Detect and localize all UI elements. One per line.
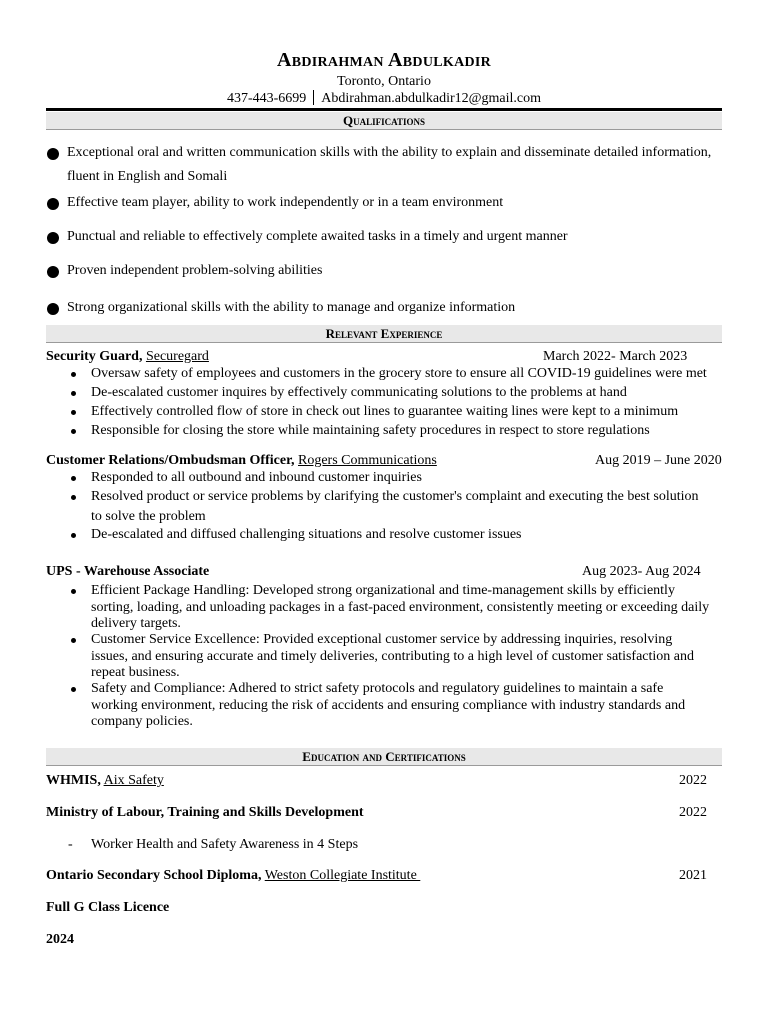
education-year: 2022 xyxy=(679,805,707,820)
experience-heading: Relevant Experience xyxy=(46,325,722,343)
job-bullet xyxy=(71,495,76,500)
phone-number: 437-443-6699 xyxy=(226,91,307,106)
qualification-item: Effective team player, ability to work independently or in a team environment xyxy=(67,195,504,210)
job-duty: Resolved product or service problems by clarifying the customer's complaint and executing the best solution to solve the problem xyxy=(91,489,699,524)
job-bullet xyxy=(71,429,76,434)
job-title: Customer Relations/Ombudsman Officer, xyxy=(46,453,295,468)
candidate-location: Toronto, Ontario xyxy=(337,74,431,89)
job-duty: Oversaw safety of employees and customers in the grocery store to ensure all COVID-19 guidelines were met xyxy=(91,366,707,381)
job-bullet xyxy=(71,638,76,643)
education-title: Ministry of Labour, Training and Skills Development xyxy=(46,805,364,820)
header-rule xyxy=(46,108,722,111)
trailing-year-text: 2024 xyxy=(46,932,74,947)
job-company: Rogers Communications xyxy=(298,453,437,468)
qualifications-heading: Qualifications xyxy=(46,112,722,130)
job-dates: Aug 2019 – June 2020 xyxy=(595,453,722,468)
education-title: Ontario Secondary School Diploma, xyxy=(46,868,262,883)
job-bullet xyxy=(71,476,76,481)
job-title-line xyxy=(46,453,437,469)
job-dates: Aug 2023- Aug 2024 xyxy=(582,564,701,579)
job-duty: Responsible for closing the store while maintaining safety procedures in respect to store regulations xyxy=(91,423,650,438)
sub-item-dash: - xyxy=(68,837,73,852)
trailing-year xyxy=(46,932,74,948)
job-title: UPS - Warehouse Associate xyxy=(46,564,210,579)
job-dates: March 2022- March 2023 xyxy=(543,349,688,364)
education-entry xyxy=(46,805,364,821)
contact-separator xyxy=(313,90,314,105)
job-title-line xyxy=(46,349,209,365)
education-heading: Education and Certifications xyxy=(46,748,722,766)
job-title: Security Guard, xyxy=(46,349,143,364)
qualification-item: Punctual and reliable to effectively complete awaited tasks in a timely and urgent manner xyxy=(67,229,568,244)
education-entry xyxy=(46,900,169,916)
education-year: 2022 xyxy=(679,773,707,788)
education-title: Full G Class Licence xyxy=(46,900,170,915)
job-bullet xyxy=(71,372,76,377)
job-duty: De-escalated customer inquires by effectively communicating solutions to the problems at hand xyxy=(91,385,627,400)
job-duty: Safety and Compliance: Adhered to strict safety protocols and regulatory guidelines to maintain a safe working environment, reducing the risk of accidents and ensuring compliance with industry standards and company policies. xyxy=(91,681,686,729)
job-duty: Responded to all outbound and inbound customer inquiries xyxy=(91,470,422,485)
qualification-bullet xyxy=(47,232,59,244)
education-title: WHMIS, xyxy=(46,773,101,788)
job-title-line xyxy=(46,564,209,580)
education-year: 2021 xyxy=(679,868,707,883)
education-org: Aix Safety xyxy=(103,773,164,788)
qualification-item: Strong organizational skills with the ability to manage and organize information xyxy=(67,300,516,315)
education-entry xyxy=(46,868,420,884)
job-bullet xyxy=(71,589,76,594)
education-entry xyxy=(46,773,164,789)
job-duty: De-escalated and diffused challenging situations and resolve customer issues xyxy=(91,527,522,542)
candidate-name: Abdirahman Abdulkadir xyxy=(276,49,492,71)
education-org: Weston Collegiate Institute xyxy=(264,868,421,883)
email-address[interactable]: Abdirahman.abdulkadir12@gmail.com xyxy=(321,91,542,106)
contact-line xyxy=(0,90,768,107)
qualification-bullet xyxy=(47,303,59,315)
job-company: Securegard xyxy=(145,349,209,364)
job-bullet xyxy=(71,410,76,415)
qualification-item: Exceptional oral and written communication skills with the ability to explain and disseminate detailed information, fluent in English and Somali xyxy=(67,145,712,184)
job-duty: Effectively controlled flow of store in check out lines to guarantee waiting lines were kept to a minimum xyxy=(91,404,679,419)
qualification-bullet xyxy=(47,148,59,160)
job-bullet xyxy=(71,391,76,396)
job-bullet xyxy=(71,533,76,538)
job-duty: Customer Service Excellence: Provided exceptional customer service by addressing inquiries, resolving issues, and ensuring accurate and timely deliveries, contributing to a high level of customer satisfaction and repeat business. xyxy=(91,632,694,680)
qualification-item: Proven independent problem-solving abilities xyxy=(67,263,323,278)
qualification-bullet xyxy=(47,266,59,278)
job-duty: Efficient Package Handling: Developed strong organizational and time-management skills by efficiently sorting, loading, and unloading packages in a fast-paced environment, consistently meeting or exceeding daily delivery targets. xyxy=(91,583,710,631)
education-sub-item: Worker Health and Safety Awareness in 4 Steps xyxy=(91,837,359,852)
qualification-bullet xyxy=(47,198,59,210)
job-bullet xyxy=(71,687,76,692)
